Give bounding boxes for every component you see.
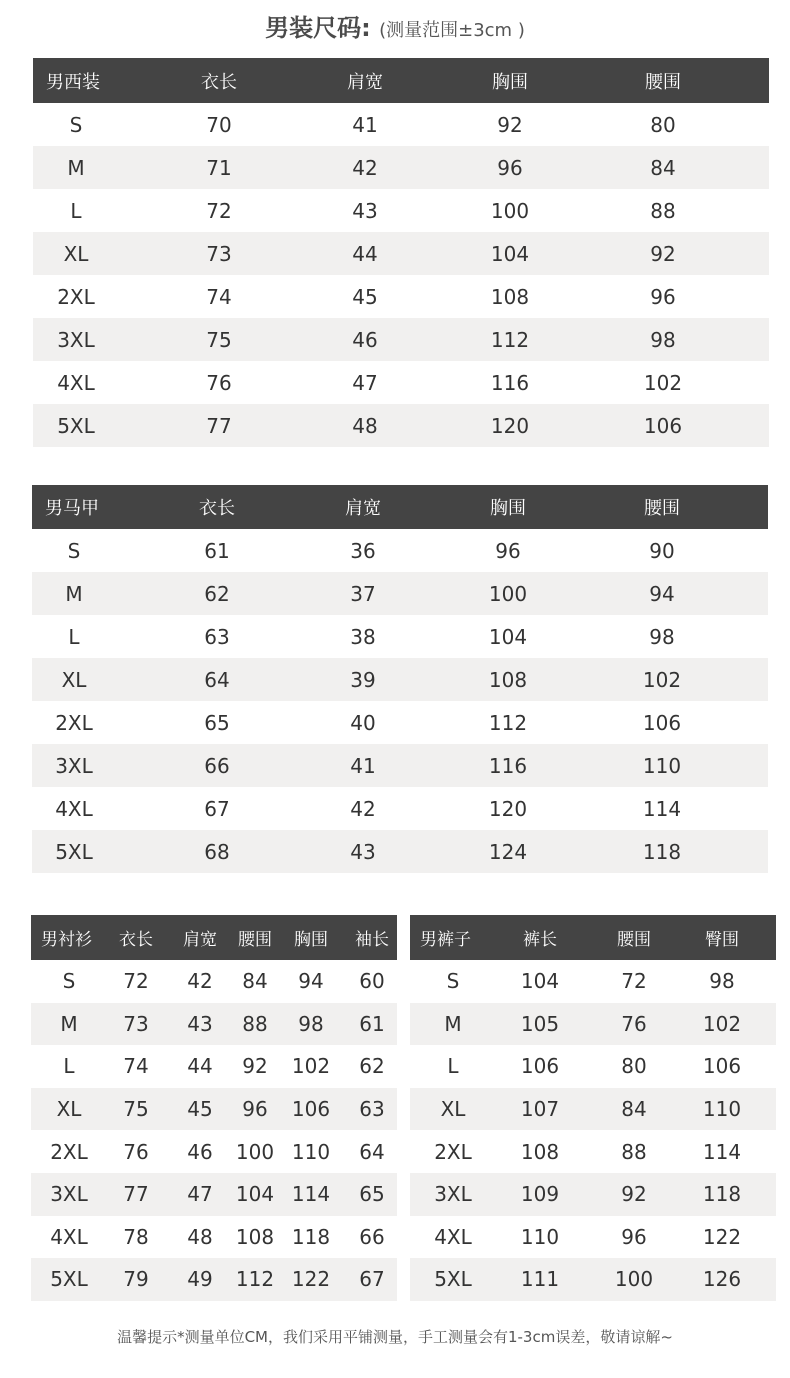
table-row (33, 232, 769, 275)
measurement-cell: 116 (488, 753, 528, 778)
shirt-size-table (31, 915, 397, 1301)
measurement-cell: 67 (359, 1267, 385, 1292)
measurement-cell: 90 (649, 538, 675, 563)
size-label-cell: M (60, 1011, 78, 1036)
measurement-cell: 96 (497, 155, 523, 180)
measurement-cell: 106 (642, 710, 682, 735)
measurement-cell: 102 (642, 667, 682, 692)
measurement-cell: 96 (621, 1224, 647, 1249)
measurement-cell: 48 (187, 1224, 213, 1249)
header-cell: 肩宽 (347, 71, 383, 93)
measurement-cell: 42 (350, 796, 376, 821)
header-cell: 袖长 (355, 930, 389, 950)
measurement-cell: 108 (235, 1224, 275, 1249)
measurement-cell: 61 (359, 1011, 385, 1036)
header-cell: 衣长 (199, 498, 235, 519)
measurement-cell: 46 (352, 327, 378, 352)
size-label-cell: M (444, 1011, 462, 1036)
measurement-cell: 118 (702, 1182, 742, 1207)
size-label-cell: 2XL (50, 1139, 88, 1164)
measurement-cell: 100 (614, 1267, 654, 1292)
measurement-note: 温馨提示*测量单位CM，我们采用平铺测量，手工测量会有1-3cm误差，敬请谅解~ (117, 1328, 673, 1346)
header-cell: 胸围 (490, 498, 526, 519)
size-label-cell: 4XL (434, 1224, 472, 1249)
measurement-cell: 45 (352, 284, 378, 309)
measurement-cell: 92 (621, 1182, 647, 1207)
size-label-cell: L (70, 198, 82, 223)
measurement-cell: 67 (204, 796, 230, 821)
size-label-cell: 2XL (434, 1139, 472, 1164)
measurement-cell: 77 (206, 413, 232, 438)
measurement-cell: 124 (488, 839, 528, 864)
measurement-cell: 108 (490, 284, 530, 309)
measurement-cell: 109 (520, 1182, 560, 1207)
measurement-cell: 65 (204, 710, 230, 735)
header-cell: 腰围 (645, 71, 681, 93)
measurement-cell: 110 (642, 753, 682, 778)
size-label-cell: XL (63, 241, 89, 266)
measurement-cell: 76 (206, 370, 232, 395)
header-cell: 腰围 (238, 930, 272, 950)
table-header (33, 58, 769, 103)
measurement-cell: 71 (206, 155, 232, 180)
measurement-cell: 43 (350, 839, 376, 864)
size-label-cell: 3XL (55, 753, 93, 778)
measurement-cell: 42 (352, 155, 378, 180)
measurement-cell: 65 (359, 1182, 385, 1207)
measurement-cell: 36 (350, 538, 376, 563)
size-label-cell: 5XL (55, 839, 93, 864)
header-cell: 胸围 (294, 930, 328, 950)
measurement-cell: 84 (621, 1097, 647, 1122)
measurement-cell: 46 (187, 1139, 213, 1164)
table-row (32, 830, 768, 873)
table-row (31, 1258, 397, 1301)
table-row (33, 189, 769, 232)
measurement-cell: 126 (702, 1267, 742, 1292)
measurement-cell: 47 (187, 1182, 213, 1207)
table-row (31, 1088, 397, 1131)
measurement-cell: 106 (702, 1054, 742, 1079)
measurement-cell: 88 (242, 1011, 268, 1036)
table-row (32, 658, 768, 701)
measurement-cell: 110 (291, 1139, 331, 1164)
measurement-cell: 63 (204, 624, 230, 649)
measurement-cell: 76 (621, 1011, 647, 1036)
header-cell: 腰围 (644, 498, 680, 519)
size-label-cell: 3XL (434, 1182, 472, 1207)
table-row (410, 960, 776, 1003)
measurement-cell: 47 (352, 370, 378, 395)
header-cell: 男西装 (46, 71, 100, 93)
measurement-cell: 68 (204, 839, 230, 864)
header-cell: 男衬衫 (41, 930, 92, 950)
measurement-cell: 60 (359, 969, 385, 994)
measurement-cell: 37 (350, 581, 376, 606)
measurement-cell: 44 (187, 1054, 213, 1079)
measurement-cell: 43 (352, 198, 378, 223)
table-row (33, 146, 769, 189)
size-label-cell: XL (56, 1097, 82, 1122)
size-label-cell: 2XL (55, 710, 93, 735)
size-label-cell: S (62, 969, 76, 994)
measurement-cell: 96 (495, 538, 521, 563)
measurement-cell: 72 (621, 969, 647, 994)
header-cell: 肩宽 (183, 930, 217, 950)
measurement-cell: 70 (206, 112, 232, 137)
measurement-cell: 114 (702, 1139, 742, 1164)
table-row (410, 1045, 776, 1088)
measurement-cell: 118 (291, 1224, 331, 1249)
measurement-cell: 66 (204, 753, 230, 778)
measurement-cell: 114 (291, 1182, 331, 1207)
measurement-cell: 102 (291, 1054, 331, 1079)
measurement-cell: 73 (206, 241, 232, 266)
size-label-cell: XL (61, 667, 87, 692)
table-header (31, 915, 397, 960)
header-cell: 腰围 (617, 930, 651, 950)
measurement-cell: 118 (642, 839, 682, 864)
measurement-cell: 73 (123, 1011, 149, 1036)
measurement-cell: 79 (123, 1267, 149, 1292)
measurement-cell: 112 (490, 327, 530, 352)
measurement-cell: 110 (520, 1224, 560, 1249)
measurement-cell: 104 (488, 624, 528, 649)
size-label-cell: 3XL (50, 1182, 88, 1207)
header-cell: 男马甲 (45, 498, 99, 519)
table-row (33, 404, 769, 447)
measurement-cell: 88 (650, 198, 676, 223)
measurement-cell: 122 (702, 1224, 742, 1249)
measurement-cell: 104 (520, 969, 560, 994)
measurement-cell: 72 (206, 198, 232, 223)
table-row (410, 1258, 776, 1301)
size-label-cell: XL (440, 1097, 466, 1122)
size-label-cell: S (67, 538, 81, 563)
measurement-cell: 108 (520, 1139, 560, 1164)
measurement-cell: 75 (123, 1097, 149, 1122)
measurement-cell: 41 (352, 112, 378, 137)
header-cell: 男裤子 (420, 930, 471, 950)
measurement-cell: 62 (204, 581, 230, 606)
measurement-cell: 84 (650, 155, 676, 180)
table-header (410, 915, 776, 960)
table-row (32, 615, 768, 658)
size-label-cell: 4XL (50, 1224, 88, 1249)
measurement-cell: 76 (123, 1139, 149, 1164)
table-row (410, 1173, 776, 1216)
size-label-cell: 4XL (55, 796, 93, 821)
measurement-cell: 80 (650, 112, 676, 137)
measurement-cell: 114 (642, 796, 682, 821)
header-cell: 衣长 (201, 71, 237, 93)
measurement-cell: 98 (650, 327, 676, 352)
size-label-cell: L (447, 1054, 459, 1079)
measurement-cell: 42 (187, 969, 213, 994)
header-cell: 胸围 (492, 71, 528, 93)
measurement-cell: 98 (298, 1011, 324, 1036)
measurement-cell: 106 (291, 1097, 331, 1122)
measurement-cell: 84 (242, 969, 268, 994)
measurement-cell: 66 (359, 1224, 385, 1249)
measurement-cell: 92 (242, 1054, 268, 1079)
size-label-cell: M (67, 155, 85, 180)
measurement-cell: 38 (350, 624, 376, 649)
measurement-cell: 72 (123, 969, 149, 994)
size-label-cell: 2XL (57, 284, 95, 309)
measurement-cell: 94 (649, 581, 675, 606)
header-cell: 裤长 (523, 930, 557, 950)
size-label-cell: L (68, 624, 80, 649)
measurement-cell: 100 (488, 581, 528, 606)
measurement-cell: 110 (702, 1097, 742, 1122)
measurement-cell: 105 (520, 1011, 560, 1036)
table-row (33, 318, 769, 361)
measurement-cell: 88 (621, 1139, 647, 1164)
measurement-cell: 44 (352, 241, 378, 266)
size-label-cell: L (63, 1054, 75, 1079)
measurement-cell: 75 (206, 327, 232, 352)
measurement-cell: 48 (352, 413, 378, 438)
measurement-cell: 120 (488, 796, 528, 821)
measurement-cell: 80 (621, 1054, 647, 1079)
table-row (410, 1088, 776, 1131)
header-cell: 臀围 (705, 930, 739, 950)
measurement-cell: 63 (359, 1097, 385, 1122)
table-row (410, 1216, 776, 1259)
measurement-cell: 104 (490, 241, 530, 266)
measurement-cell: 107 (520, 1097, 560, 1122)
measurement-cell: 112 (235, 1267, 275, 1292)
measurement-cell: 100 (235, 1139, 275, 1164)
table-row (32, 572, 768, 615)
measurement-cell: 116 (490, 370, 530, 395)
measurement-cell: 77 (123, 1182, 149, 1207)
measurement-cell: 106 (520, 1054, 560, 1079)
measurement-cell: 43 (187, 1011, 213, 1036)
size-label-cell: 5XL (434, 1267, 472, 1292)
measurement-cell: 106 (643, 413, 683, 438)
measurement-cell: 45 (187, 1097, 213, 1122)
measurement-cell: 122 (291, 1267, 331, 1292)
table-row (32, 787, 768, 830)
measurement-cell: 102 (643, 370, 683, 395)
table-row (31, 1045, 397, 1088)
size-label-cell: S (69, 112, 83, 137)
table-header (32, 485, 768, 529)
measurement-cell: 64 (204, 667, 230, 692)
measurement-cell: 64 (359, 1139, 385, 1164)
page-title (0, 8, 790, 43)
measurement-cell: 104 (235, 1182, 275, 1207)
size-label-cell: 4XL (57, 370, 95, 395)
measurement-cell: 78 (123, 1224, 149, 1249)
jacket-size-table (33, 58, 769, 447)
table-row (32, 744, 768, 787)
measurement-cell: 98 (649, 624, 675, 649)
measurement-cell: 94 (298, 969, 324, 994)
measurement-cell: 40 (350, 710, 376, 735)
measurement-cell: 62 (359, 1054, 385, 1079)
title-subtitle: (测量范围±3cm ) (379, 20, 525, 41)
measurement-cell: 111 (520, 1267, 560, 1292)
pants-size-table (410, 915, 776, 1301)
size-label-cell: 5XL (57, 413, 95, 438)
header-cell: 肩宽 (345, 498, 381, 519)
measurement-cell: 74 (206, 284, 232, 309)
measurement-cell: 96 (650, 284, 676, 309)
table-row (31, 1173, 397, 1216)
header-cell: 衣长 (119, 930, 153, 950)
measurement-cell: 92 (497, 112, 523, 137)
measurement-cell: 102 (702, 1011, 742, 1036)
measurement-cell: 49 (187, 1267, 213, 1292)
measurement-cell: 96 (242, 1097, 268, 1122)
table-row (32, 701, 768, 744)
table-row (33, 275, 769, 318)
table-row (33, 361, 769, 404)
table-row (31, 960, 397, 1003)
table-row (31, 1130, 397, 1173)
title-main: 男装尺码: (265, 14, 371, 42)
table-row (31, 1003, 397, 1046)
table-row (32, 529, 768, 572)
measurement-cell: 112 (488, 710, 528, 735)
measurement-cell: 39 (350, 667, 376, 692)
size-label-cell: S (446, 969, 460, 994)
measurement-cell: 98 (709, 969, 735, 994)
measurement-cell: 61 (204, 538, 230, 563)
table-row (410, 1003, 776, 1046)
measurement-cell: 120 (490, 413, 530, 438)
vest-size-table (32, 485, 768, 873)
size-label-cell: 3XL (57, 327, 95, 352)
measurement-cell: 92 (650, 241, 676, 266)
size-label-cell: M (65, 581, 83, 606)
measurement-cell: 100 (490, 198, 530, 223)
table-row (33, 103, 769, 146)
table-row (410, 1130, 776, 1173)
measurement-cell: 108 (488, 667, 528, 692)
size-label-cell: 5XL (50, 1267, 88, 1292)
table-row (31, 1216, 397, 1259)
measurement-cell: 74 (123, 1054, 149, 1079)
measurement-cell: 41 (350, 753, 376, 778)
